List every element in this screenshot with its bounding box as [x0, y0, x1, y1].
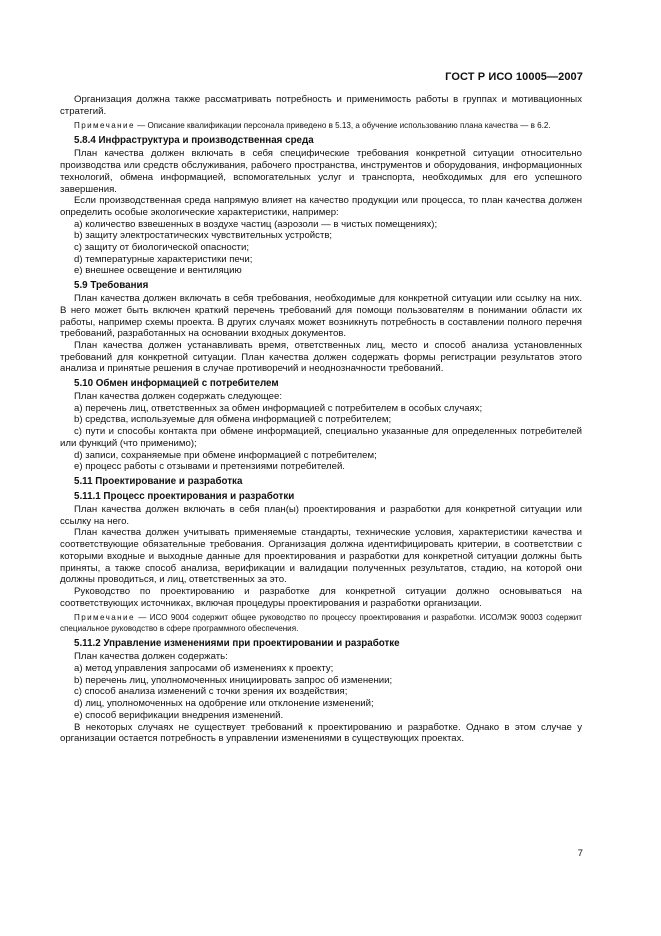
list-item: d) температурные характеристики печи;: [74, 253, 253, 265]
list-item: b) перечень лиц, уполномоченных инициировать запрос об изменении;: [74, 674, 393, 686]
section-heading: 5.11.2 Управление изменениями при проектировании и разработке: [74, 638, 400, 650]
note-lead: Примечание: [74, 613, 135, 623]
note-text: — Описание квалификации персонала приведено в 5.13, а обучение использованию плана качества — в 6.2.: [134, 121, 551, 131]
paragraph: В некоторых случаях не существует требований к проектированию и разработке. Однако в этом случае у организации остается потребность в управлении изменениями в существующих проектах.: [60, 721, 582, 745]
section-heading: 5.11 Проектирование и разработка: [74, 475, 243, 487]
document-body: [60, 94, 582, 745]
list-item: e) способ верификации внедрения изменений.: [74, 709, 284, 721]
note-lead: Примечание: [74, 121, 135, 131]
paragraph: План качества должен включать в себя план(ы) проектирования и разработки для конкретной ситуации или ссылку на него.: [60, 503, 582, 527]
note: [60, 120, 582, 131]
list-item: а) метод управления запросами об изменениях к проекту;: [74, 663, 334, 675]
note-text: — ИСО 9004 содержит общее руководство по процессу проектирования и разработки. ИСО/МЭК 90003 содержит специальное руководство в сфере программного обеспечения.: [60, 613, 582, 634]
note: [60, 612, 582, 634]
standard-header: ГОСТ Р ИСО 10005—2007: [445, 71, 583, 83]
section-heading: 5.8.4 Инфраструктура и производственная среда: [74, 135, 314, 147]
paragraph: План качества должен включать в себя специфические требования конкретной ситуации относительно производства или средств обслуживания, рабочего пространства, инструментов и оборудования, информационных технологий, обмена информацией, вспомогательных услуг и транспорта, необходимых для его успешного завершения.: [60, 148, 582, 195]
list-item: d) записи, сохраняемые при обмене информацией с потребителем;: [74, 449, 377, 461]
paragraph: План качества должен устанавливать время, ответственных лиц, место и способ анализа установленных требований для конкретной ситуации. План качества должен содержать формы регистрации результатов этого анализа и принятые решения в случае противоречий и неоднозначности требований.: [60, 339, 582, 375]
list-item: e) процесс работы с отзывами и претензиями потребителей.: [74, 461, 345, 473]
paragraph: Если производственная среда напрямую влияет на качество продукции или процесса, то план качества должен определить особые экологические характеристики, например:: [60, 195, 582, 218]
list-item: а) количество взвешенных в воздухе частиц (аэрозоли — в чистых помещениях);: [74, 218, 438, 230]
paragraph: Руководство по проектированию и разработке для конкретной ситуации должно основываться на соответствующих источниках, включая процедуры проектирования и разработки организации.: [60, 585, 582, 609]
list-item: b) средства, используемые для обмена информацией с потребителем;: [74, 414, 392, 426]
page-number: 7: [577, 848, 583, 859]
section-heading: 5.11.1 Процесс проектирования и разработки: [74, 490, 295, 502]
paragraph: Организация должна также рассматривать потребность и применимость работы в группах и мотивационных стратегий.: [60, 94, 582, 117]
list-item: c) пути и способы контакта при обмене информацией, специально указанные для определенных потребителей или функций (что применимо);: [60, 426, 582, 449]
list-item: c) защиту от биологической опасности;: [74, 242, 249, 254]
paragraph: План качества должен учитывать применяемые стандарты, технические условия, характеристики качества и соответствующие обязательные требования. Организация должна идентифицировать критерии, в соответствии с которыми входные и выходные данные для проектирования и разработки для конкретной ситуации должны быть приняты, а также способ анализа, верификации и валидации полученных результатов, стадию, на которой они должны проводиться, и лиц, ответственных за это.: [60, 527, 582, 586]
list-item: e) внешнее освещение и вентиляцию: [74, 265, 242, 277]
list-item: а) перечень лиц, ответственных за обмен информацией с потребителем в особых случаях;: [74, 402, 483, 414]
list-item: b) защиту электростатических чувствительных устройств;: [74, 230, 333, 242]
paragraph: План качества должен включать в себя требования, необходимые для конкретной ситуации или ссылку на них. В него может быть включен краткий перечень требований для помощи пользователям в понимании области их работы, например схемы проекта. В других случаях может возникнуть потребность в составлении полного перечня требований, разработанных на основании входных документов.: [60, 293, 582, 340]
list-item: c) способ анализа изменений с точки зрения их воздействия;: [74, 686, 348, 698]
section-heading: 5.9 Требования: [74, 280, 149, 292]
paragraph: План качества должен содержать следующее:: [74, 391, 283, 403]
section-heading: 5.10 Обмен информацией с потребителем: [74, 378, 279, 390]
list-item: d) лиц, уполномоченных на одобрение или отклонение изменений;: [74, 698, 374, 710]
paragraph: План качества должен содержать:: [74, 651, 228, 663]
